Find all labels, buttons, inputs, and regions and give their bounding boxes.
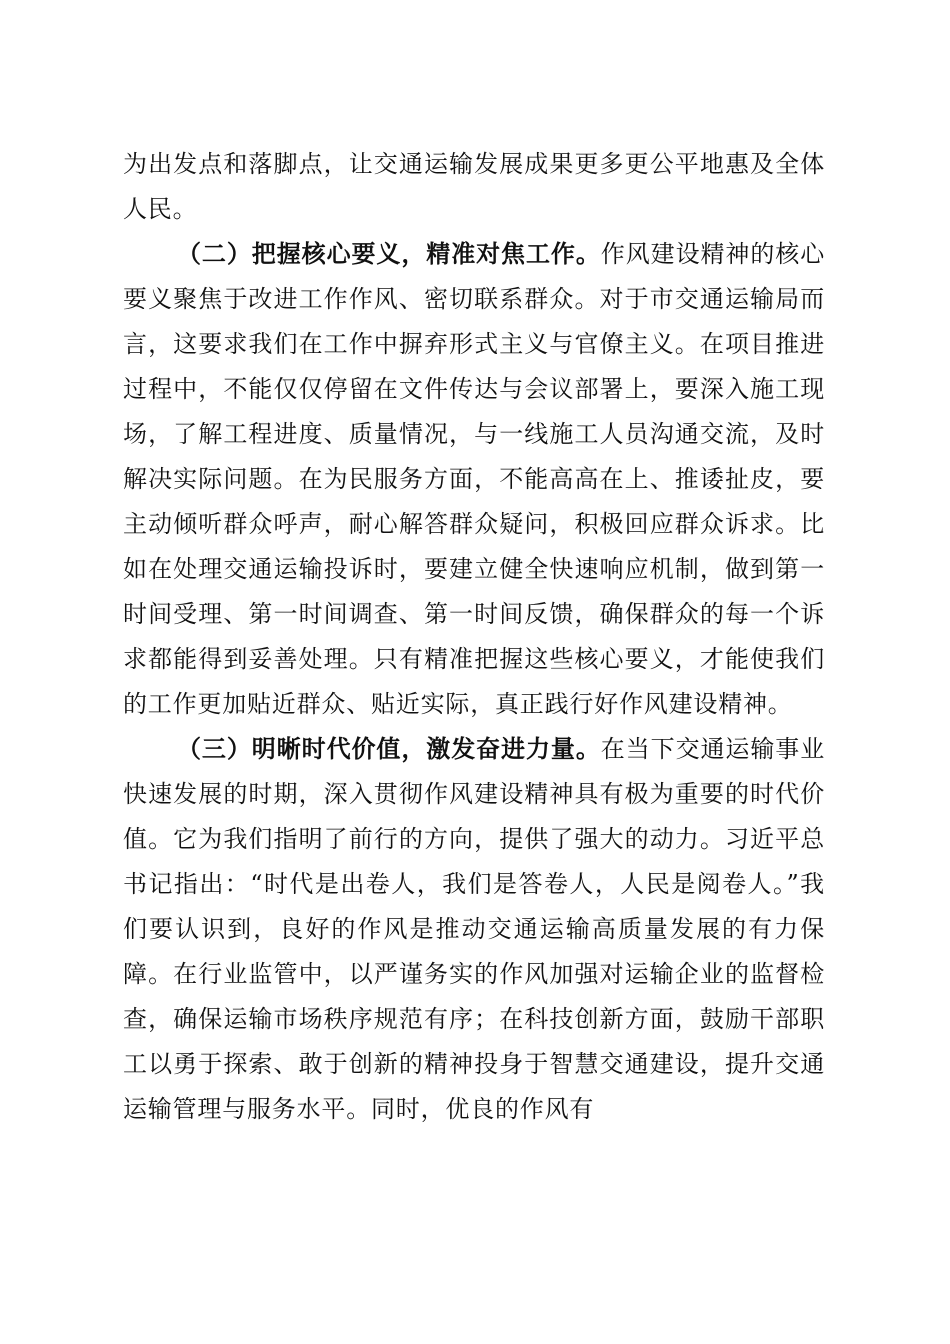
paragraph-text: 在当下交通运输事业快速发展的时期，深入贯彻作风建设精神具有极为重要的时代价值。它为我们指明了前行的方向，提供了强大的动力。习近平总书记指出：“时代是出卷人，我们是答卷人，人民是阅卷人。”我们要认识到，良好的作风是推动交通运输高质量发展的有力保障。在行业监管中，以严谨务实的作风加强对运输企业的监督检查，确保运输市场秩序规范有序；在科技创新方面，鼓励干部职工以勇于探索、敢于创新的精神投身于智慧交通建设，提升交通运输管理与服务水平。同时，优良的作风有 [123, 735, 826, 1123]
paragraph-section-two [123, 232, 825, 727]
section-heading-two: （二）把握核心要义，精准对焦工作。 [177, 240, 601, 268]
paragraph-text: 作风建设精神的核心要义聚焦于改进工作作风、密切联系群众。对于市交通运输局而言，这要求我们在工作中摒弃形式主义与官僚主义。在项目推进过程中，不能仅仅停留在文件传达与会议部署上，要深入施工现场，了解工程进度、质量情况，与一线施工人员沟通交流，及时解决实际问题。在为民服务方面，不能高高在上、推诿扯皮，要主动倾听群众呼声，耐心解答群众疑问，积极回应群众诉求。比如在处理交通运输投诉时，要建立健全快速响应机制，做到第一时间受理、第一时间调查、第一时间反馈，确保群众的每一个诉求都能得到妥善处理。只有精准把握这些核心要义，才能使我们的工作更加贴近群众、贴近实际，真正践行好作风建设精神。 [123, 240, 826, 718]
section-heading-three: （三）明晰时代价值，激发奋进力量。 [177, 735, 601, 763]
document-body [123, 142, 825, 1132]
paragraph-text: 为出发点和落脚点，让交通运输发展成果更多更公平地惠及全体人民。 [123, 150, 825, 223]
paragraph-continuation [123, 142, 825, 232]
paragraph-section-three [123, 727, 825, 1132]
